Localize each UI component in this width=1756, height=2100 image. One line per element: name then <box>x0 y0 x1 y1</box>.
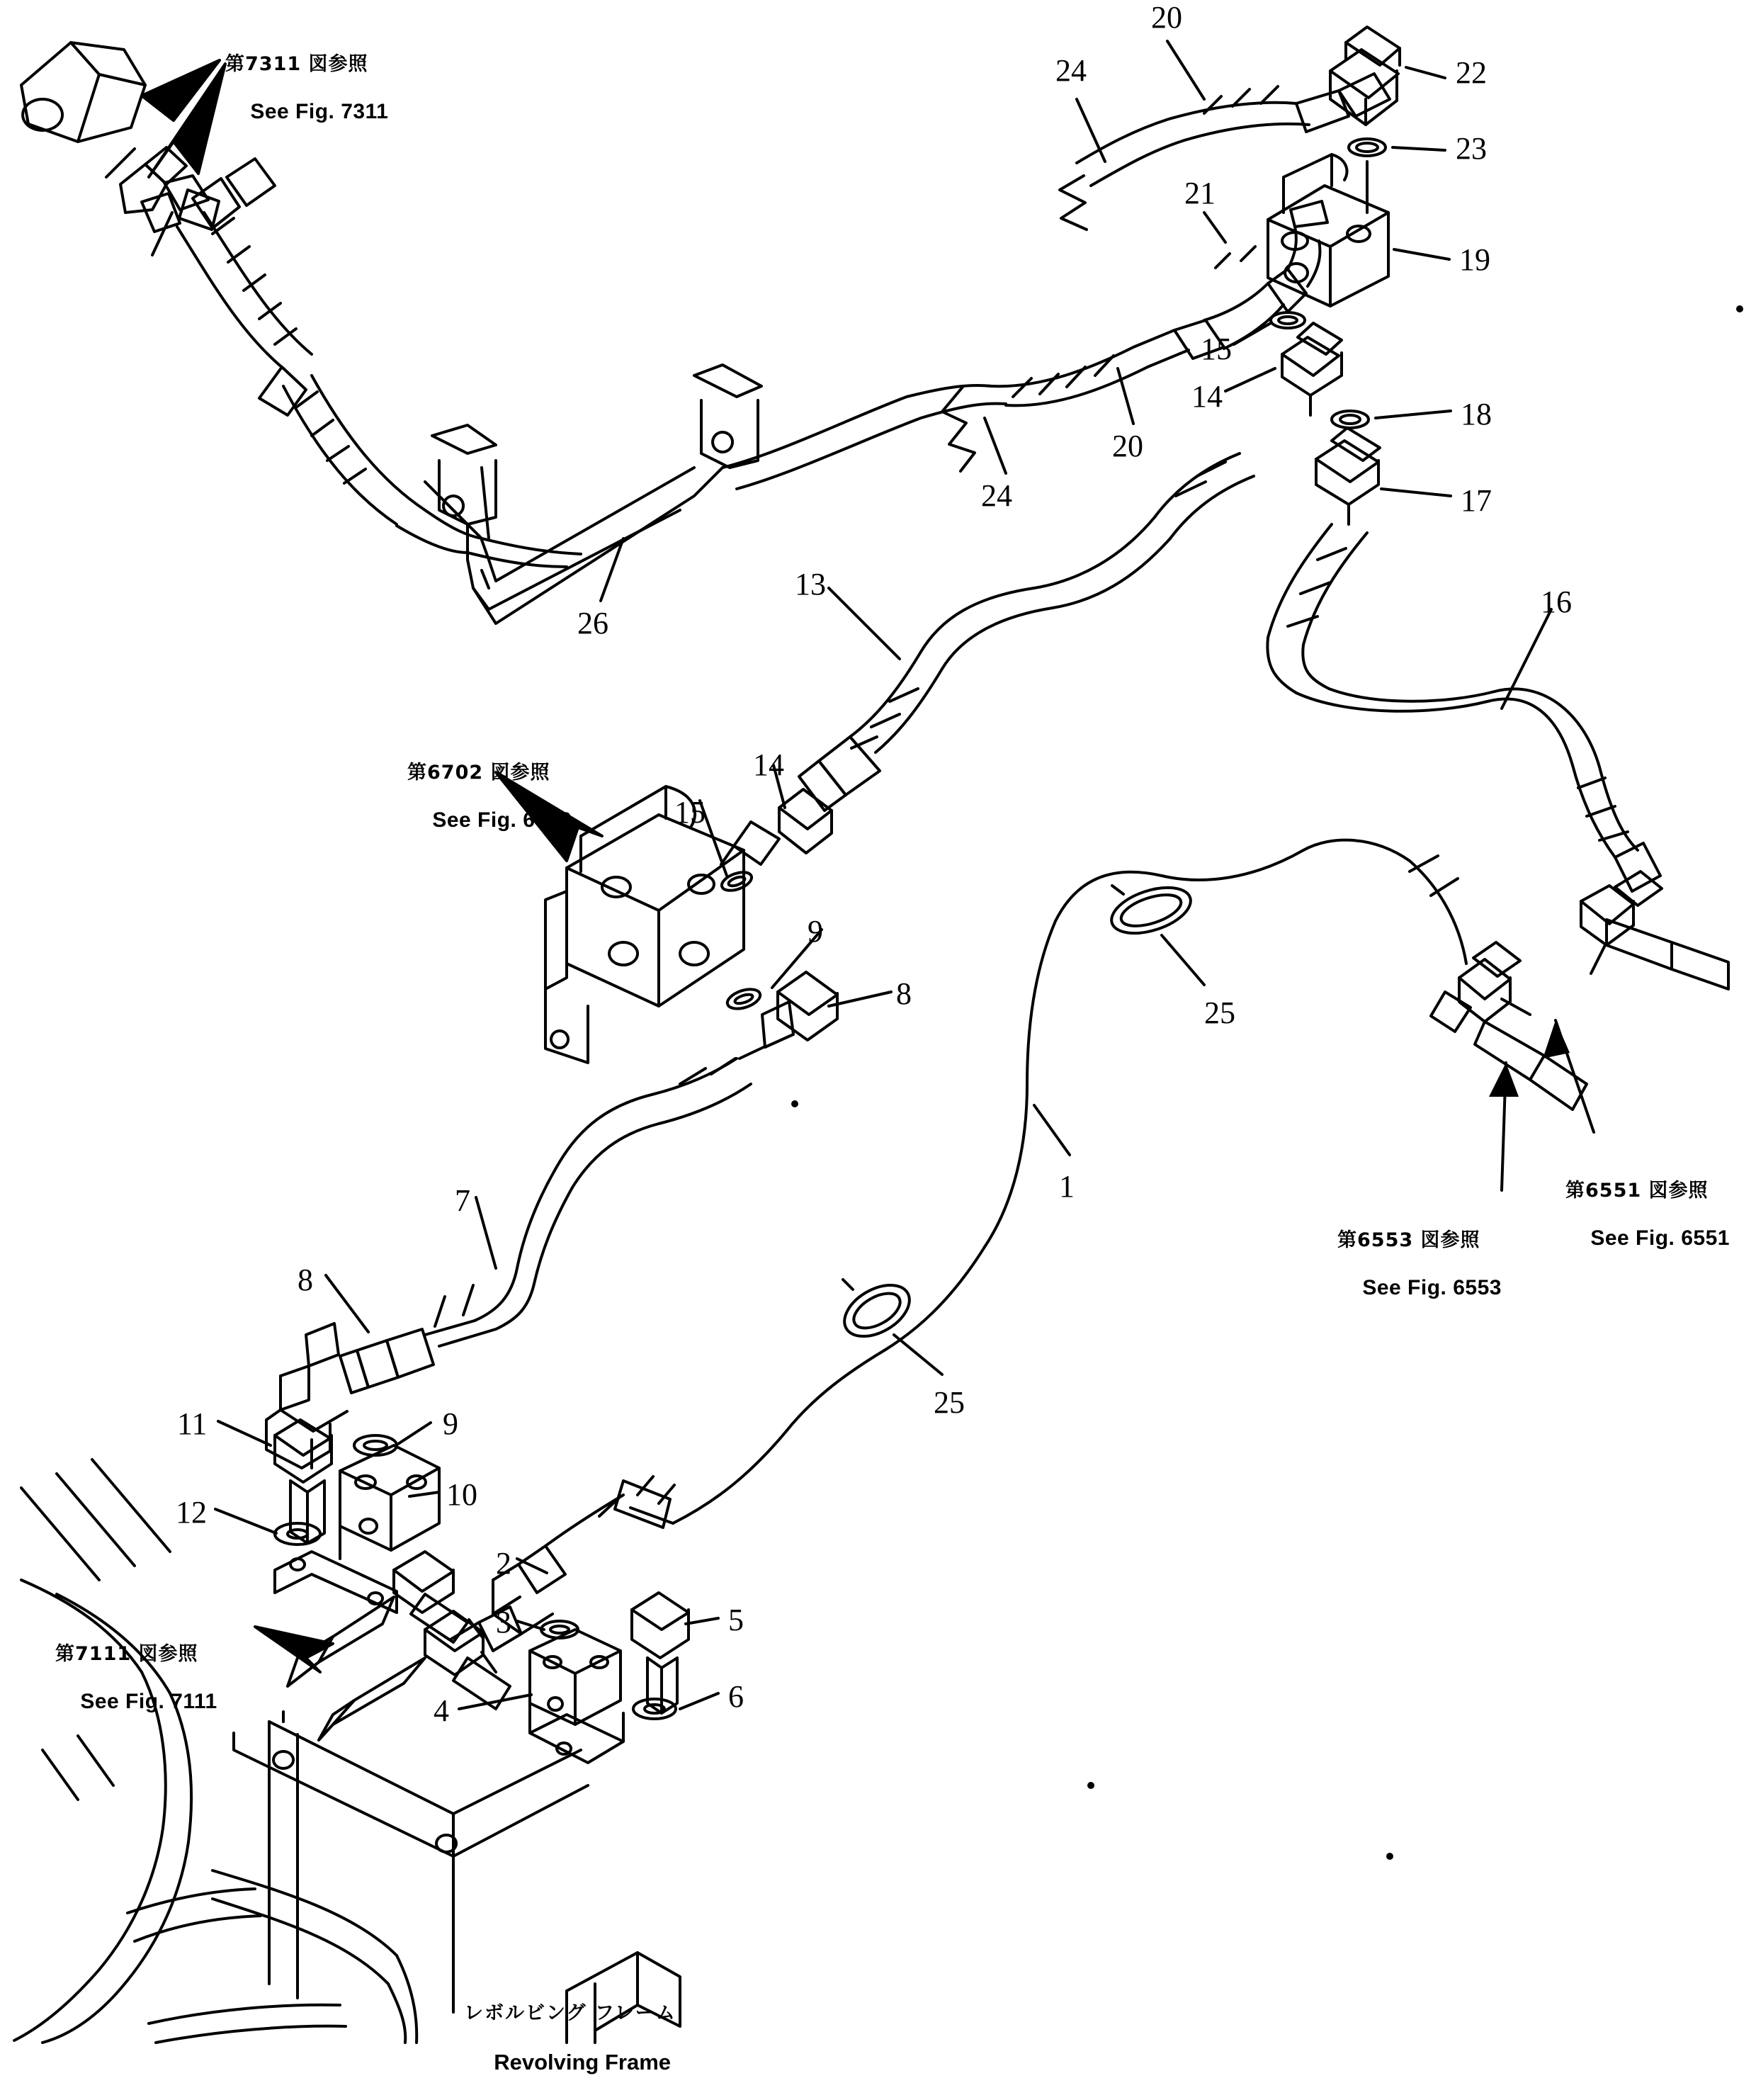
callout-7: 7 <box>455 1183 470 1218</box>
washer-12 <box>275 1523 320 1545</box>
hose-20-to-21 <box>1216 201 1327 286</box>
frame-caption-en: Revolving Frame <box>494 2049 672 2074</box>
valve-block-4 <box>530 1630 623 1763</box>
stray-marks <box>791 305 1743 1860</box>
reference-note-6702-en: See Fig. 6702 <box>432 808 572 832</box>
callout-8-mid: 8 <box>896 976 912 1011</box>
callout-25-low: 25 <box>934 1385 965 1420</box>
callout-24-top: 24 <box>1055 53 1087 88</box>
upper-left-fitting-group <box>21 43 225 177</box>
callout-15-mid: 15 <box>674 795 706 830</box>
callout-9-mid: 9 <box>808 914 823 949</box>
frame-caption <box>464 1952 676 2100</box>
bolt-5 <box>632 1593 689 1713</box>
callout-20-top: 20 <box>1151 0 1182 35</box>
callout-8-low: 8 <box>298 1263 313 1297</box>
callout-13: 13 <box>795 567 826 602</box>
reference-note-7311-jp: 第7311 図参照 <box>225 53 368 75</box>
callout-12: 12 <box>176 1495 207 1530</box>
reference-note-6553-en: See Fig. 6553 <box>1362 1275 1502 1299</box>
oring-23 <box>1349 139 1386 156</box>
oring-18 <box>1332 411 1369 428</box>
reference-note-6551-jp: 第6551 図参照 <box>1565 1180 1709 1202</box>
washer-9-lower <box>354 1435 397 1455</box>
fitting-group-6551 <box>1581 871 1728 989</box>
reference-note-6551-en: See Fig. 6551 <box>1590 1226 1730 1250</box>
reference-note-6551 <box>1565 1131 1730 1275</box>
coupling-cluster-upper-left <box>120 147 219 255</box>
frame-caption-jp: レボルビング フレーム <box>464 2002 676 2025</box>
callout-21: 21 <box>1184 176 1216 210</box>
fitting-17 <box>1316 428 1380 524</box>
callout-1: 1 <box>1059 1169 1075 1204</box>
callout-20-mid: 20 <box>1112 429 1143 463</box>
bracket-26 <box>425 365 761 623</box>
reference-note-6553-jp: 第6553 図参照 <box>1337 1229 1480 1251</box>
reference-note-7111-jp: 第7111 図参照 <box>55 1643 198 1665</box>
reference-note-6702-jp: 第6702 図参照 <box>407 762 550 784</box>
callout-25-right: 25 <box>1204 995 1235 1030</box>
callout-15-top: 15 <box>1201 332 1232 366</box>
hose-16 <box>1267 524 1660 891</box>
hose-13 <box>799 453 1254 811</box>
callout-14-mid: 14 <box>753 747 784 782</box>
callout-23: 23 <box>1456 131 1487 166</box>
fitting-group-7111 <box>255 1552 510 1740</box>
callout-4: 4 <box>434 1693 449 1728</box>
callout-19: 19 <box>1459 242 1490 277</box>
callout-22: 22 <box>1456 55 1487 90</box>
reference-note-7111 <box>55 1594 217 1739</box>
callout-18: 18 <box>1461 397 1492 431</box>
fitting-8-lower <box>266 1323 347 1468</box>
callout-14-top: 14 <box>1191 379 1223 414</box>
oring-15-upper <box>1271 312 1305 328</box>
reference-note-6553 <box>1337 1180 1502 1325</box>
callout-10: 10 <box>446 1477 477 1512</box>
reference-note-7311 <box>225 4 388 149</box>
fitting-14-upper <box>1282 323 1342 415</box>
callout-2: 2 <box>496 1546 511 1581</box>
valve-block-19 <box>1268 154 1388 306</box>
callout-16: 16 <box>1541 585 1572 619</box>
callout-3: 3 <box>496 1605 511 1639</box>
callout-17: 17 <box>1461 483 1492 518</box>
callout-9-low: 9 <box>443 1406 458 1441</box>
reference-note-6702 <box>407 713 572 857</box>
hose-upper-left <box>177 159 312 415</box>
callout-6: 6 <box>728 1679 744 1714</box>
callout-11: 11 <box>177 1406 208 1441</box>
hose-7 <box>340 1059 751 1393</box>
reference-note-7111-en: See Fig. 7111 <box>80 1689 217 1713</box>
clamp-25-upper <box>1106 879 1196 942</box>
oring-9-middle <box>725 986 762 1012</box>
callout-24-mid: 24 <box>981 478 1012 513</box>
fitting-22 <box>1330 27 1400 125</box>
fitting-8-middle <box>740 972 837 1059</box>
hose-left-to-clamp <box>283 376 482 553</box>
callout-26: 26 <box>577 606 608 640</box>
callout-5: 5 <box>728 1603 744 1637</box>
hose-top-24 <box>1060 74 1390 230</box>
reference-note-7311-en: See Fig. 7311 <box>250 99 389 123</box>
